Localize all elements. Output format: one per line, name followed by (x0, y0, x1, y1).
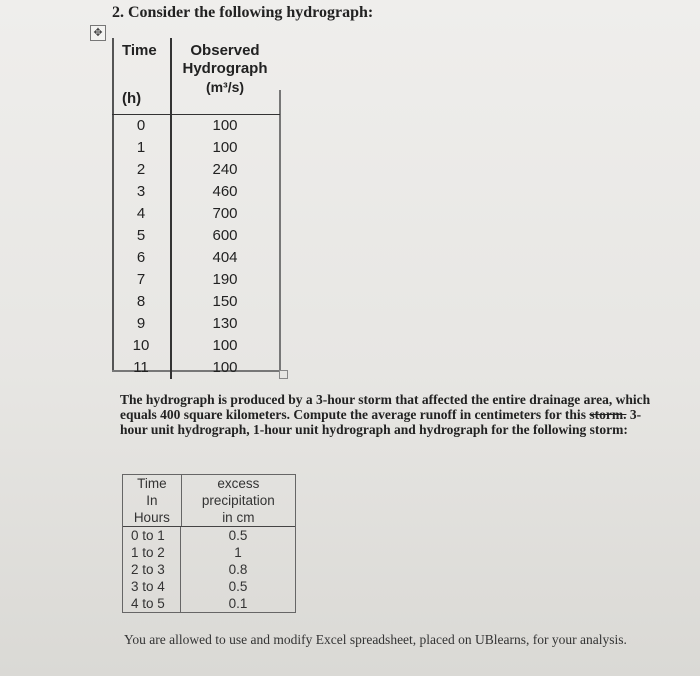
time-cell: 1 (136, 139, 146, 156)
column-divider (170, 115, 172, 379)
table-row (112, 357, 280, 379)
paragraph-text-after: 3-hour unit hydrograph, 1-hour unit hydrograph and hydrograph for the following storm: (120, 407, 642, 437)
time-cell: 11 (133, 359, 149, 376)
time-unit: (h) (122, 90, 142, 107)
flow-cell: 240 (212, 161, 238, 178)
flow-header (170, 42, 280, 96)
header-line: Time (137, 476, 167, 491)
time-cell: 3 (136, 183, 146, 200)
precip-cell: 0.5 (228, 528, 248, 543)
flow-cell: 100 (212, 337, 238, 354)
time-cell: 6 (136, 249, 146, 266)
flow-header-line: Hydrograph (182, 60, 268, 77)
interval-cell: 0 to 1 (123, 527, 181, 544)
table-row (123, 578, 295, 595)
paragraph-text-before: The hydrograph is produced by a 3-hour storm that affected the entire drainage area, which equals 400 square kilometers. Compute the average runoff in centimeters for this (120, 392, 651, 422)
time-cell: 9 (136, 315, 146, 332)
time-hours-header (123, 475, 182, 526)
footer-note: You are allowed to use and modify Excel spreadsheet, placed on UBlearns, for your analysis. (124, 632, 627, 647)
time-cell: 0 (136, 117, 146, 134)
time-cell: 8 (136, 293, 146, 310)
flow-cell: 460 (212, 183, 238, 200)
table-row (112, 181, 280, 203)
table-row (112, 247, 280, 269)
hydrograph-table-header (112, 38, 280, 115)
flow-cell: 100 (212, 117, 238, 134)
time-cell: 5 (136, 227, 146, 244)
table-row (112, 335, 280, 357)
header-line: excess (217, 476, 260, 491)
flow-cell: 600 (212, 227, 238, 244)
precip-cell: 1 (234, 545, 242, 560)
precip-cell: 0.1 (228, 596, 248, 611)
flow-header-unit: (m³/s) (205, 79, 245, 95)
paragraph-struck-word: storm. (589, 407, 627, 422)
flow-cell: 130 (212, 315, 238, 332)
flow-cell: 700 (212, 205, 238, 222)
table-row (112, 137, 280, 159)
table-row (112, 203, 280, 225)
problem-paragraph (120, 392, 660, 437)
header-line: In (146, 493, 158, 508)
table-row (123, 527, 295, 544)
hydrograph-table (112, 38, 280, 379)
time-cell: 7 (136, 271, 146, 288)
time-cell: 4 (136, 205, 146, 222)
flow-cell: 150 (212, 293, 238, 310)
table-row (112, 159, 280, 181)
time-cell: 2 (136, 161, 146, 178)
time-cell: 10 (132, 337, 150, 354)
table-row (123, 561, 295, 578)
question-title: 2. Consider the following hydrograph: (112, 4, 374, 21)
flow-cell: 190 (212, 271, 238, 288)
hydrograph-table-body (112, 115, 280, 379)
table-row (112, 291, 280, 313)
interval-cell: 1 to 2 (123, 544, 181, 561)
table-row (123, 595, 295, 612)
storm-table (122, 474, 296, 613)
flow-cell: 100 (212, 359, 238, 376)
flow-cell: 404 (212, 249, 238, 266)
flow-cell: 100 (212, 139, 238, 156)
precip-cell: 0.5 (228, 579, 248, 594)
interval-cell: 4 to 5 (123, 595, 181, 612)
storm-table-header (123, 475, 295, 527)
table-row (112, 115, 280, 137)
precip-header (182, 475, 295, 526)
flow-header-line: Observed (190, 42, 260, 59)
move-handle-icon[interactable]: ✥ (90, 25, 106, 41)
table-row (112, 225, 280, 247)
interval-cell: 2 to 3 (123, 561, 181, 578)
table-row (123, 544, 295, 561)
table-resize-handle[interactable] (279, 370, 288, 379)
header-line: precipitation (201, 493, 275, 508)
precip-cell: 0.8 (228, 562, 248, 577)
time-header: Time (122, 42, 157, 59)
header-line: in cm (222, 510, 255, 525)
interval-cell: 3 to 4 (123, 578, 181, 595)
table-row (112, 269, 280, 291)
header-line: Hours (133, 510, 170, 525)
table-row (112, 313, 280, 335)
